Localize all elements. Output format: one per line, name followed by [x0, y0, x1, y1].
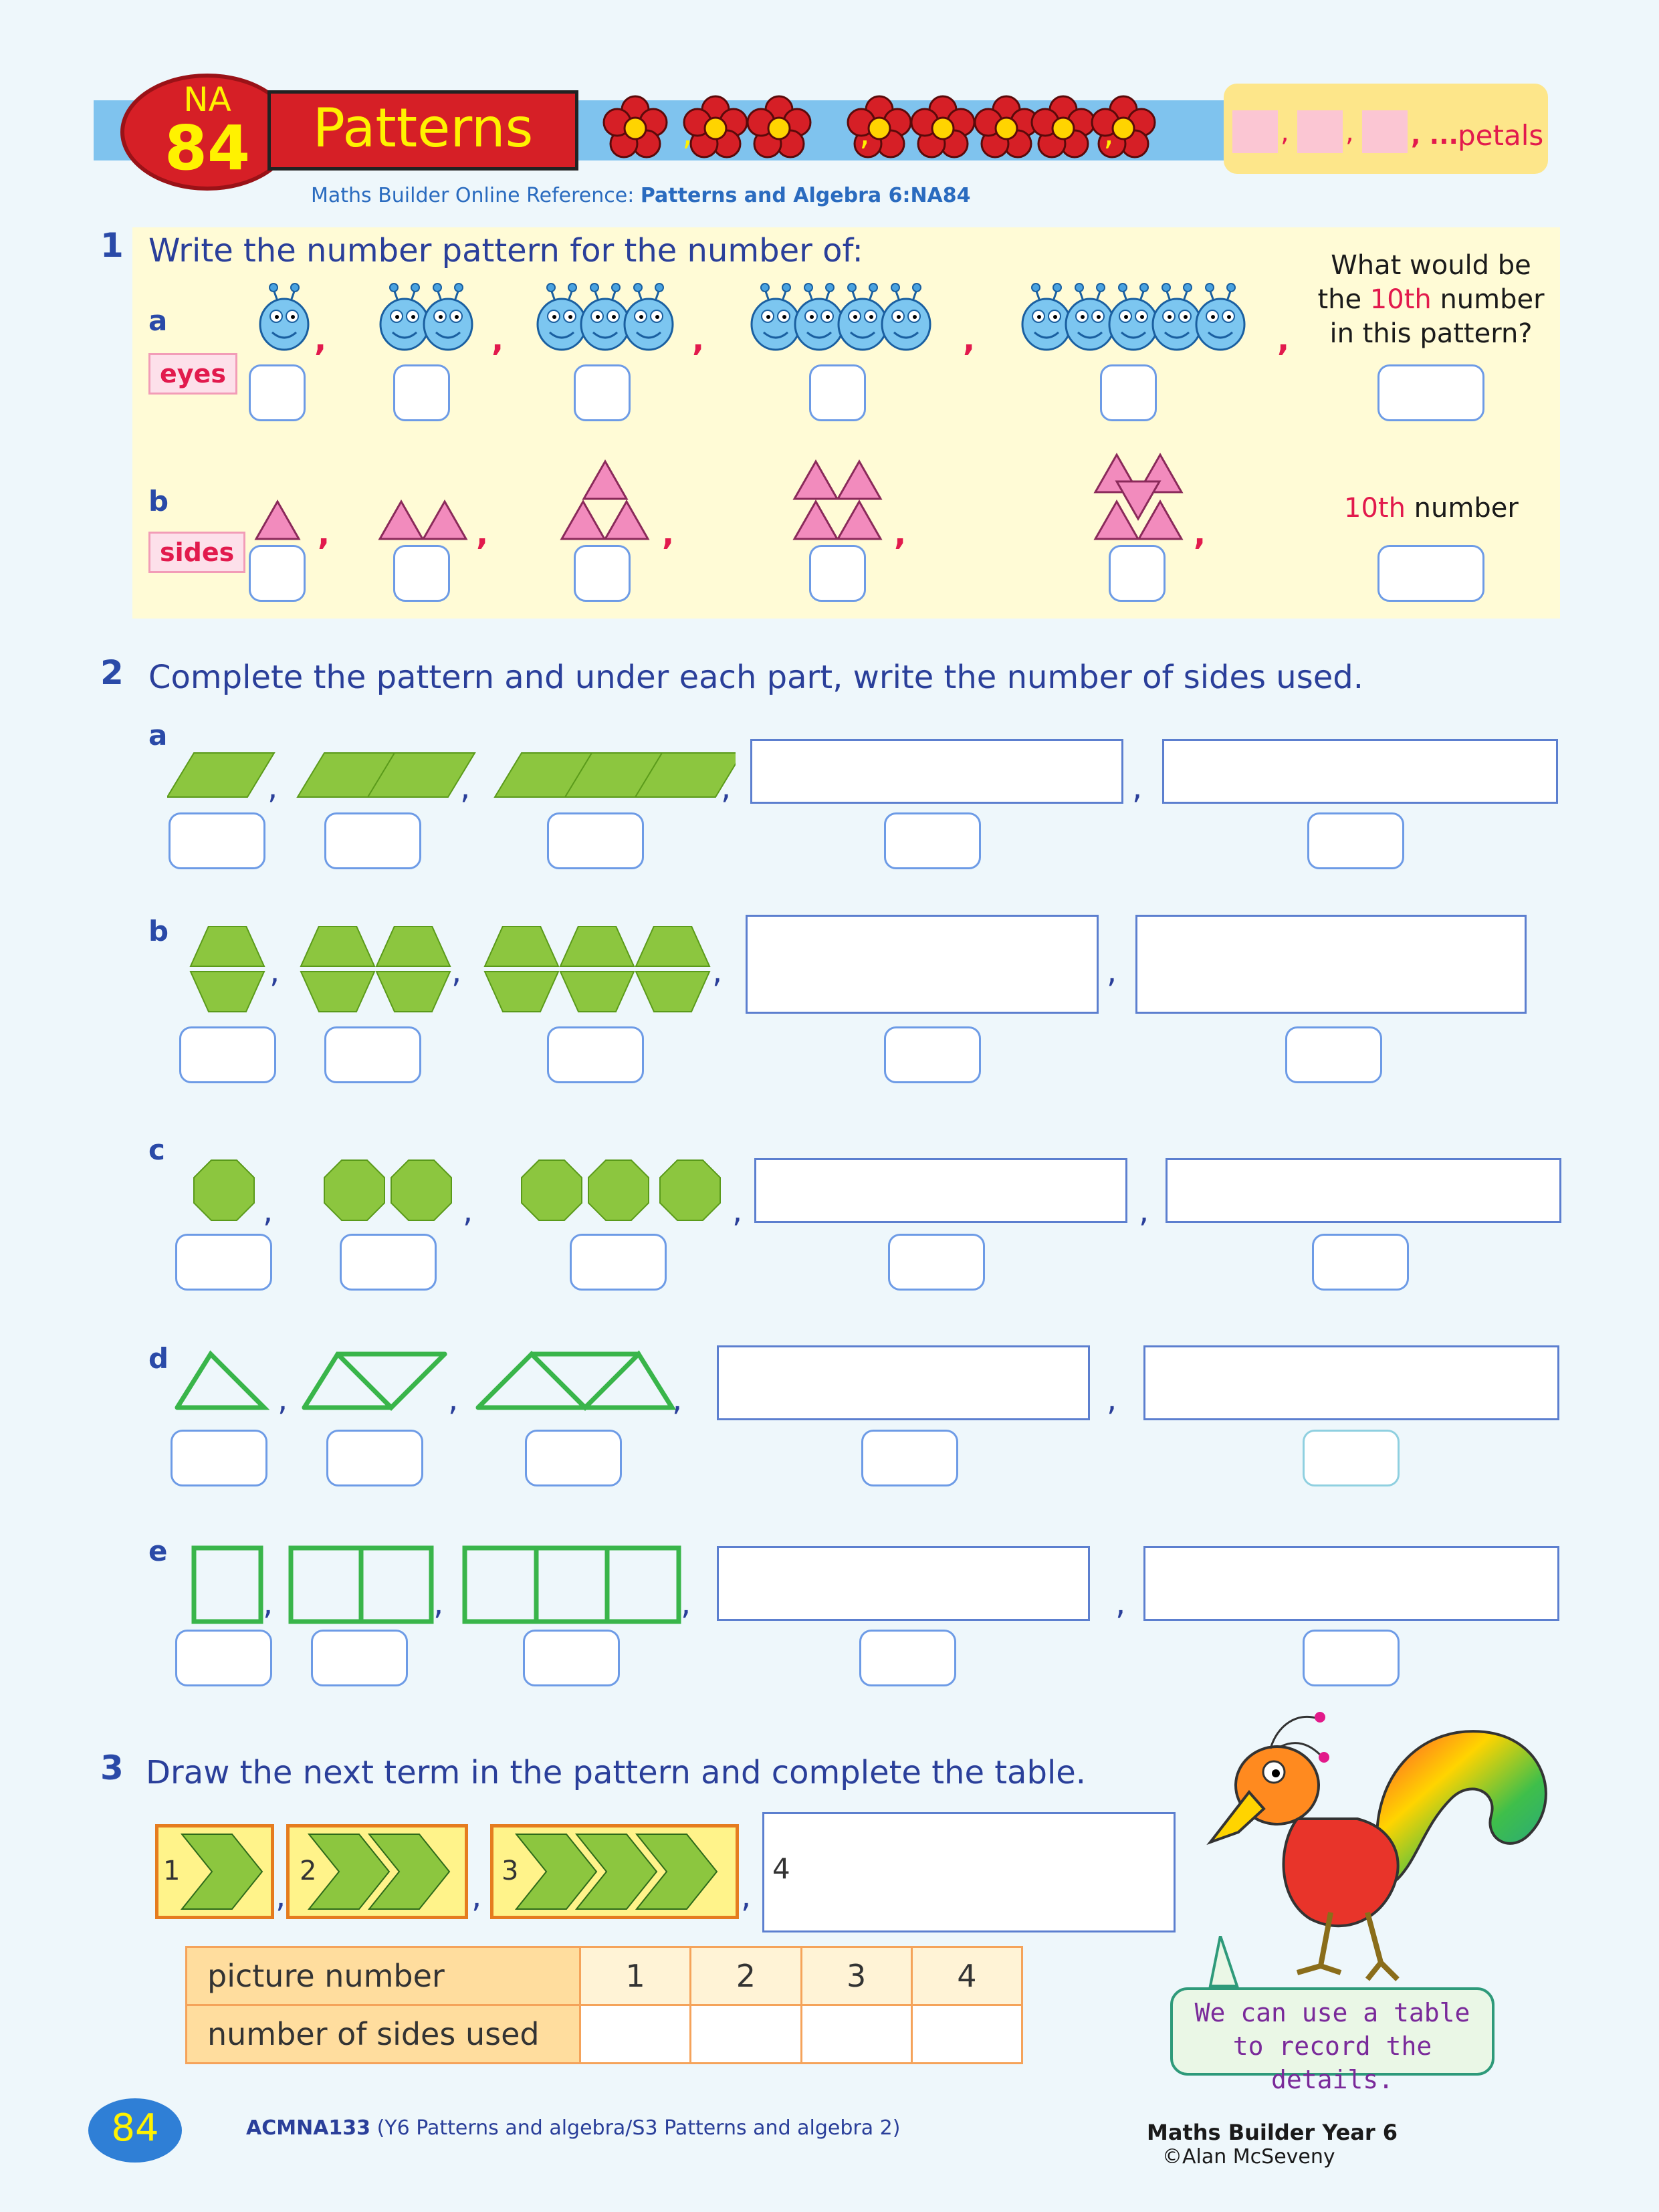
bug-face-icon — [1109, 284, 1157, 350]
matchstick-triangle — [177, 1354, 264, 1408]
flower-icon — [975, 96, 1038, 157]
octagon-shape — [391, 1160, 451, 1220]
header-comma: , — [1103, 114, 1114, 152]
q1a-answer-box[interactable] — [574, 364, 631, 421]
hexagon-shape — [191, 926, 264, 1012]
q2e-comma: , — [433, 1585, 444, 1622]
triangle-shape — [605, 502, 648, 539]
q2a-comma: , — [1132, 769, 1143, 806]
hexagon-shape — [636, 926, 709, 1012]
petals-blank[interactable] — [1232, 110, 1278, 153]
q2b-sides-box[interactable] — [547, 1026, 644, 1083]
bug-face-icon — [1022, 284, 1071, 350]
flower-icon — [911, 96, 974, 157]
q2d-sides-box[interactable] — [326, 1430, 423, 1486]
q2b-comma: , — [1107, 953, 1117, 990]
reference-line — [311, 184, 971, 207]
q1a-label: a — [148, 304, 168, 337]
q1a-side-text — [1304, 249, 1558, 351]
table-row-label: number of sides used — [187, 2005, 580, 2064]
q2a-comma: , — [721, 769, 732, 806]
q2e-sides-box[interactable] — [311, 1630, 408, 1686]
petals-comma: , — [1281, 117, 1289, 148]
q2a-sides-box[interactable] — [169, 812, 265, 869]
triangle-shape — [423, 502, 466, 539]
q1b-side-post: number — [1405, 493, 1519, 524]
q2b-sides-box[interactable] — [179, 1026, 276, 1083]
page-title: Patterns — [312, 97, 534, 159]
q3-term-label-3: 3 — [502, 1856, 519, 1886]
q2c-sides-box[interactable] — [570, 1234, 667, 1291]
q2c-sides-box[interactable] — [1312, 1234, 1409, 1291]
triangle-shape — [794, 502, 837, 539]
q2e-sides-box[interactable] — [1303, 1630, 1400, 1686]
q1b-tag: sides — [148, 532, 245, 573]
q2c-draw-box[interactable] — [1166, 1158, 1561, 1223]
q1b-comma: , — [318, 515, 330, 552]
table-header-cell: 1 — [580, 1947, 691, 2005]
q3-term-label-1: 1 — [163, 1856, 181, 1886]
q2b-comma: , — [712, 953, 723, 990]
q2e-comma: , — [1115, 1585, 1126, 1622]
triangle-shape — [838, 502, 881, 539]
q2d-label: d — [148, 1342, 169, 1375]
triangle-shape — [838, 461, 881, 499]
q1b-label: b — [148, 485, 169, 518]
q1a-answer-box[interactable] — [809, 364, 866, 421]
q2c-draw-box[interactable] — [754, 1158, 1127, 1223]
chevron-shape — [309, 1834, 389, 1909]
q2b-sides-box[interactable] — [884, 1026, 981, 1083]
badge-number: 84 — [164, 112, 251, 184]
q1a-answer-box[interactable] — [393, 364, 450, 421]
q2a-draw-box[interactable] — [1162, 739, 1558, 804]
q1a-side-pre: the — [1317, 284, 1370, 315]
bug-face-icon — [1066, 284, 1114, 350]
reference-prefix: Maths Builder Online Reference: — [311, 184, 635, 207]
q2c-label: c — [148, 1133, 165, 1166]
q2d-sides-box[interactable] — [171, 1430, 267, 1486]
petals-comma: , ... — [1411, 120, 1458, 150]
matchstick-triangle — [304, 1354, 445, 1408]
octagon-shape — [194, 1160, 254, 1220]
flower-icon — [1092, 96, 1155, 157]
q2e-draw-box[interactable] — [1143, 1546, 1559, 1621]
q2e-comma: , — [263, 1585, 273, 1622]
q1b-answer-box[interactable] — [393, 545, 450, 602]
q2a-sides-box[interactable] — [324, 812, 421, 869]
q2a-comma: , — [267, 769, 278, 806]
q1a-bugs — [254, 274, 1297, 361]
table-row — [187, 2005, 1022, 2064]
q1b-comma: , — [894, 515, 907, 552]
bug-face-icon — [424, 284, 472, 350]
q2e-sides-box[interactable] — [175, 1630, 272, 1686]
q2e-sides-box[interactable] — [523, 1630, 620, 1686]
q2d-matchstick-triangles — [171, 1344, 692, 1418]
q2a-sides-box[interactable] — [547, 812, 644, 869]
q2a-draw-box[interactable] — [750, 739, 1123, 804]
hexagon-shape — [301, 926, 374, 1012]
table-answer-cell[interactable] — [691, 2005, 801, 2064]
q2c-sides-box[interactable] — [340, 1234, 437, 1291]
q3-term-label-2: 2 — [300, 1856, 317, 1886]
bug-face-icon — [839, 284, 887, 350]
q3-draw-box[interactable] — [762, 1812, 1176, 1932]
bug-face-icon — [752, 284, 800, 350]
q2c-sides-box[interactable] — [888, 1234, 985, 1291]
triangle-shape — [584, 461, 627, 499]
triangle-shape — [380, 502, 423, 539]
q1b-comma: , — [476, 515, 489, 552]
bug-face-icon — [1196, 284, 1244, 350]
q3-number: 3 — [100, 1749, 124, 1787]
hexagon-shape — [376, 926, 450, 1012]
hexagon-shape — [485, 926, 558, 1012]
q2-number: 2 — [100, 653, 124, 692]
q2e-draw-box[interactable] — [717, 1546, 1090, 1621]
octagon-shape — [324, 1160, 384, 1220]
q1a-tag: eyes — [148, 353, 237, 395]
q1b-answer-box[interactable] — [809, 545, 866, 602]
q2a-label: a — [148, 719, 168, 752]
q2a-sides-box[interactable] — [884, 812, 981, 869]
page-number: 84 — [111, 2106, 159, 2150]
matchstick-square — [465, 1548, 679, 1622]
bug-face-icon — [380, 284, 429, 350]
chevron-shape — [182, 1834, 262, 1909]
q1a-side-line1: What would be — [1331, 250, 1531, 281]
q1b-side-highlight: 10th — [1344, 493, 1406, 524]
q1a-comma: , — [1277, 321, 1290, 358]
q2e-label: e — [148, 1535, 168, 1567]
header-comma: , — [859, 114, 870, 152]
petals-label: petals — [1458, 119, 1544, 152]
octagon-shape — [660, 1160, 720, 1220]
flower-icon — [684, 96, 747, 157]
q1b-side-text — [1344, 493, 1519, 524]
q1b-comma: , — [1194, 515, 1206, 552]
q2d-comma: , — [1107, 1381, 1117, 1418]
q2c-comma: , — [1139, 1192, 1149, 1230]
q2d-sides-box[interactable] — [1303, 1430, 1400, 1486]
q2b-comma: , — [269, 953, 280, 990]
q1a-comma: , — [963, 321, 976, 358]
bug-face-icon — [260, 284, 308, 350]
bug-face-icon — [538, 284, 586, 350]
header-comma: , — [682, 114, 693, 152]
q3-comma: , — [741, 1878, 752, 1915]
footer-book: Maths Builder Year 6 — [1147, 2120, 1398, 2145]
table-answer-cell[interactable] — [580, 2005, 691, 2064]
octagon-shape — [588, 1160, 649, 1220]
q1b-triangles — [254, 448, 1204, 542]
q1b-answer-box[interactable] — [574, 545, 631, 602]
flower-icon — [748, 96, 810, 157]
q1-instruction: Write the number pattern for the number of: — [148, 232, 863, 269]
flower-icon — [1032, 96, 1095, 157]
q2a-parallelograms — [167, 749, 736, 802]
octagon-shape — [522, 1160, 582, 1220]
triangle-shape — [562, 502, 604, 539]
q1b-answer-box[interactable] — [249, 545, 306, 602]
q1a-side-line2 — [1304, 283, 1558, 317]
q1a-comma: , — [692, 321, 705, 358]
table-header-cell: 3 — [801, 1947, 911, 2005]
q1a-10th-answer-box[interactable] — [1377, 364, 1484, 421]
petals-blank[interactable] — [1362, 110, 1408, 153]
speech-bubble-tail — [1197, 1936, 1250, 1989]
matchstick-square — [194, 1548, 261, 1622]
q2e-sides-box[interactable] — [859, 1630, 956, 1686]
q2b-draw-box[interactable] — [1135, 915, 1527, 1014]
q2d-comma: , — [278, 1381, 288, 1418]
q3-chevrons — [155, 1824, 744, 1919]
triangle-shape — [794, 461, 837, 499]
q3-term-label-4: 4 — [772, 1852, 790, 1885]
q1a-answer-box[interactable] — [249, 364, 306, 421]
footer-code-line — [246, 2116, 900, 2140]
q3-table — [185, 1946, 1023, 2064]
petals-comma: , — [1345, 117, 1354, 148]
hexagon-shape — [560, 926, 634, 1012]
q1-number: 1 — [100, 226, 124, 265]
q1a-side-line3: in this pattern? — [1329, 318, 1533, 349]
q2e-comma: , — [681, 1585, 691, 1622]
bug-face-icon — [1153, 284, 1201, 350]
reference-value: Patterns and Algebra 6:NA84 — [640, 184, 971, 207]
q2b-comma: , — [451, 953, 462, 990]
bug-face-icon — [795, 284, 843, 350]
footer-copyright: ©Alan McSeveny — [1162, 2145, 1335, 2169]
q1a-answer-box[interactable] — [1100, 364, 1157, 421]
q2b-sides-box[interactable] — [1285, 1026, 1382, 1083]
rooster-mascot — [1197, 1698, 1571, 1986]
q3-comma: , — [275, 1878, 286, 1915]
petals-blank[interactable] — [1297, 110, 1343, 153]
table-row — [187, 1947, 1022, 2005]
q3-instruction: Draw the next term in the pattern and complete the table. — [146, 1754, 1087, 1791]
q2d-draw-box[interactable] — [717, 1345, 1090, 1420]
q2c-comma: , — [463, 1192, 473, 1230]
q1b-10th-answer-box[interactable] — [1377, 545, 1484, 602]
triangle-shape — [256, 502, 299, 539]
speech-bubble-text: We can use a table to record the details. — [1194, 1998, 1470, 2094]
q2d-sides-box[interactable] — [861, 1430, 958, 1486]
bug-face-icon — [882, 284, 930, 350]
footer-code: ACMNA133 — [246, 2116, 371, 2140]
q2b-draw-box[interactable] — [746, 915, 1099, 1014]
bug-face-icon — [581, 284, 629, 350]
q2d-draw-box[interactable] — [1143, 1345, 1559, 1420]
q2b-sides-box[interactable] — [324, 1026, 421, 1083]
q2a-comma: , — [460, 769, 471, 806]
bug-face-icon — [625, 284, 673, 350]
table-header-cell: 4 — [911, 1947, 1022, 2005]
table-answer-cell[interactable] — [911, 2005, 1022, 2064]
q2d-comma: , — [672, 1381, 683, 1418]
parallelogram-shape — [167, 753, 274, 797]
q1a-comma: , — [314, 321, 327, 358]
q2b-label: b — [148, 915, 169, 948]
flower-icon — [604, 96, 667, 157]
table-answer-cell[interactable] — [801, 2005, 911, 2064]
q2-instruction: Complete the pattern and under each part, write the number of sides used. — [148, 659, 1363, 696]
q2c-sides-box[interactable] — [175, 1234, 272, 1291]
flower-icon — [848, 96, 911, 157]
q2c-comma: , — [263, 1192, 273, 1230]
q1a-comma: , — [491, 321, 504, 358]
q1a-side-highlight: 10th — [1369, 284, 1432, 315]
table-header-cell: 2 — [691, 1947, 801, 2005]
q1b-answer-box[interactable] — [1109, 545, 1166, 602]
badge-top-text: NA — [183, 80, 231, 119]
q2c-comma: , — [732, 1192, 743, 1230]
q1b-comma: , — [662, 515, 675, 552]
q2a-sides-box[interactable] — [1307, 812, 1404, 869]
footer-code-desc: (Y6 Patterns and algebra/S3 Patterns and algebra 2) — [376, 2116, 901, 2140]
table-row-label: picture number — [187, 1947, 580, 2005]
matchstick-triangle — [478, 1354, 672, 1408]
chevron-shape — [516, 1834, 596, 1909]
q1a-side-post: number — [1431, 284, 1545, 315]
q3-comma: , — [471, 1878, 482, 1915]
q2d-comma: , — [448, 1381, 459, 1418]
q2d-sides-box[interactable] — [525, 1430, 622, 1486]
